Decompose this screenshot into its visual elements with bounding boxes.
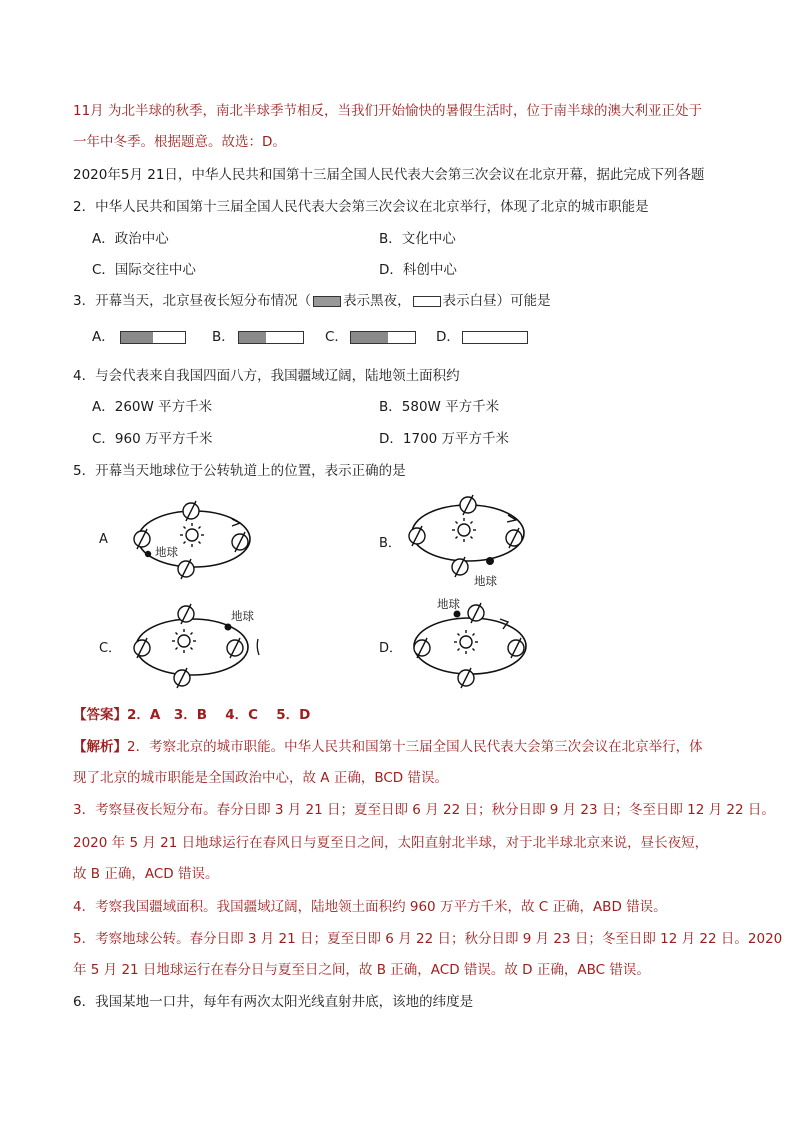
q5-option-d: D．: [379, 641, 403, 656]
sun-icon: [180, 523, 204, 547]
q5-option-c: C．: [99, 641, 122, 656]
earth-label-c: 地球: [231, 609, 254, 623]
night-fill: [351, 332, 388, 343]
q5-option-b: B．: [379, 536, 401, 551]
answer-text: 2．A 3．B 4．C 5．D: [127, 707, 311, 723]
q3-option-b: B．: [212, 329, 235, 345]
earth-icon: [178, 559, 194, 579]
q3-option-d: D．: [436, 329, 460, 345]
sun-icon: [452, 518, 476, 542]
earth-icon: [227, 638, 243, 658]
q3-day-legend: 表示白昼）可能是: [442, 293, 551, 309]
sun-icon: [454, 630, 478, 654]
night-legend-swatch: [313, 296, 341, 307]
intro-line-1: 11月 为北半球的秋季，南北半球季节相反，当我们开始愉快的暑假生活时，位于南半球的澳大利亚正处于: [73, 103, 702, 119]
orbit-diagram-a: [134, 495, 254, 589]
q5-option-a: A: [99, 532, 108, 547]
q3-option-c: C．: [325, 329, 348, 345]
earth-label-a: 地球: [155, 545, 178, 559]
q3-text: [73, 291, 551, 311]
earth-position-marker: [225, 624, 232, 631]
q4-option-d: D．1700 万平方千米: [379, 431, 510, 447]
analysis-line-2: 现了北京的城市职能是全国政治中心，故 A 正确，BCD 错误。: [73, 770, 448, 786]
answer-line: [73, 705, 310, 725]
q2-option-c: C．国际交往中心: [92, 262, 196, 278]
analysis-line-8: 年 5 月 21 日地球运行在春分日与夏至日之间，故 B 正确，ACD 错误。故 D 正确，ABC 错误。: [73, 962, 650, 978]
analysis-line-4: 2020 年 5 月 21 日地球运行在春风日与夏至日之间，太阳直射北半球，对于北半球北京来说，昼长夜短，: [73, 835, 709, 851]
q3-bar-b: [238, 331, 304, 344]
earth-icon: [178, 604, 194, 624]
q4-option-b: B．580W 平方千米: [379, 399, 500, 415]
q6-text: 6．我国某地一口井，每年有两次太阳光线直射井底，该地的纬度是: [73, 994, 474, 1010]
earth-icon: [508, 638, 524, 658]
q3-bar-a: [120, 331, 186, 344]
intro-line-2: 一年中冬季。根据题意。故选：D。: [73, 134, 286, 150]
q5-text: 5．开幕当天地球位于公转轨道上的位置，表示正确的是: [73, 463, 406, 479]
night-fill: [239, 332, 266, 343]
q2-option-d: D．科创中心: [379, 262, 457, 278]
q4-text: 4．与会代表来自我国四面八方，我国疆域辽阔，陆地领土面积约: [73, 368, 460, 384]
earth-icon: [409, 526, 425, 546]
q3-text-before: 3．开幕当天，北京昼夜长短分布情况（: [73, 293, 312, 309]
q3-option-a: A．: [92, 329, 115, 345]
q3-night-legend: 表示黑夜，: [343, 293, 411, 309]
q3-bar-d: [462, 331, 528, 344]
q3-bar-c: [350, 331, 416, 344]
analysis-line-6: 4．考察我国疆域面积。我国疆域辽阔，陆地领土面积约 960 万平方千米，故 C 正确，ABD 错误。: [73, 899, 667, 915]
orbit-diagram-b: [408, 489, 528, 583]
earth-icon: [134, 529, 150, 549]
earth-label-b: 地球: [474, 574, 497, 588]
night-fill: [121, 332, 153, 343]
analysis-line-5: 故 B 正确，ACD 错误。: [73, 866, 219, 882]
answer-tag: 【答案】: [73, 707, 127, 723]
earth-position-marker: [145, 551, 151, 557]
question-stem: 2020年5月 21日，中华人民共和国第十三届全国人民代表大会第三次会议在北京开幕，据此完成下列各题: [73, 167, 705, 183]
analysis-line-7: 5．考察地球公转。春分日即 3 月 21 日；夏至日即 6 月 22 日；秋分日即 9 月 23 日；冬至日即 12 月 22 日。2020: [73, 931, 783, 947]
analysis-line-1: [73, 737, 703, 757]
q4-option-a: A．260W 平方千米: [92, 399, 213, 415]
day-legend-swatch: [413, 296, 441, 307]
earth-position-marker: [486, 557, 494, 565]
q2-text: 2．中华人民共和国第十三届全国人民代表大会第三次会议在北京举行，体现了北京的城市职能是: [73, 199, 649, 215]
analysis-tag: 【解析】: [73, 739, 127, 755]
sun-icon: [172, 629, 196, 653]
earth-icon: [183, 501, 199, 521]
earth-icon: [468, 603, 484, 623]
earth-icon: [174, 668, 190, 688]
q2-option-b: B．文化中心: [379, 231, 456, 247]
earth-label-d: 地球: [437, 597, 460, 611]
q2-option-a: A．政治中心: [92, 231, 169, 247]
q4-option-c: C．960 万平方千米: [92, 431, 213, 447]
orbit-diagram-d: [410, 600, 530, 694]
earth-icon: [460, 495, 476, 515]
earth-icon: [458, 668, 474, 688]
orbit-arrow: [257, 639, 259, 655]
analysis-line-3: 3．考察昼夜长短分布。春分日即 3 月 21 日；夏至日即 6 月 22 日；秋分日即 9 月 23 日；冬至日即 12 月 22 日。: [73, 802, 775, 818]
analysis-text: 2．考察北京的城市职能。中华人民共和国第十三届全国人民代表大会第三次会议在北京举行，体: [127, 739, 703, 755]
